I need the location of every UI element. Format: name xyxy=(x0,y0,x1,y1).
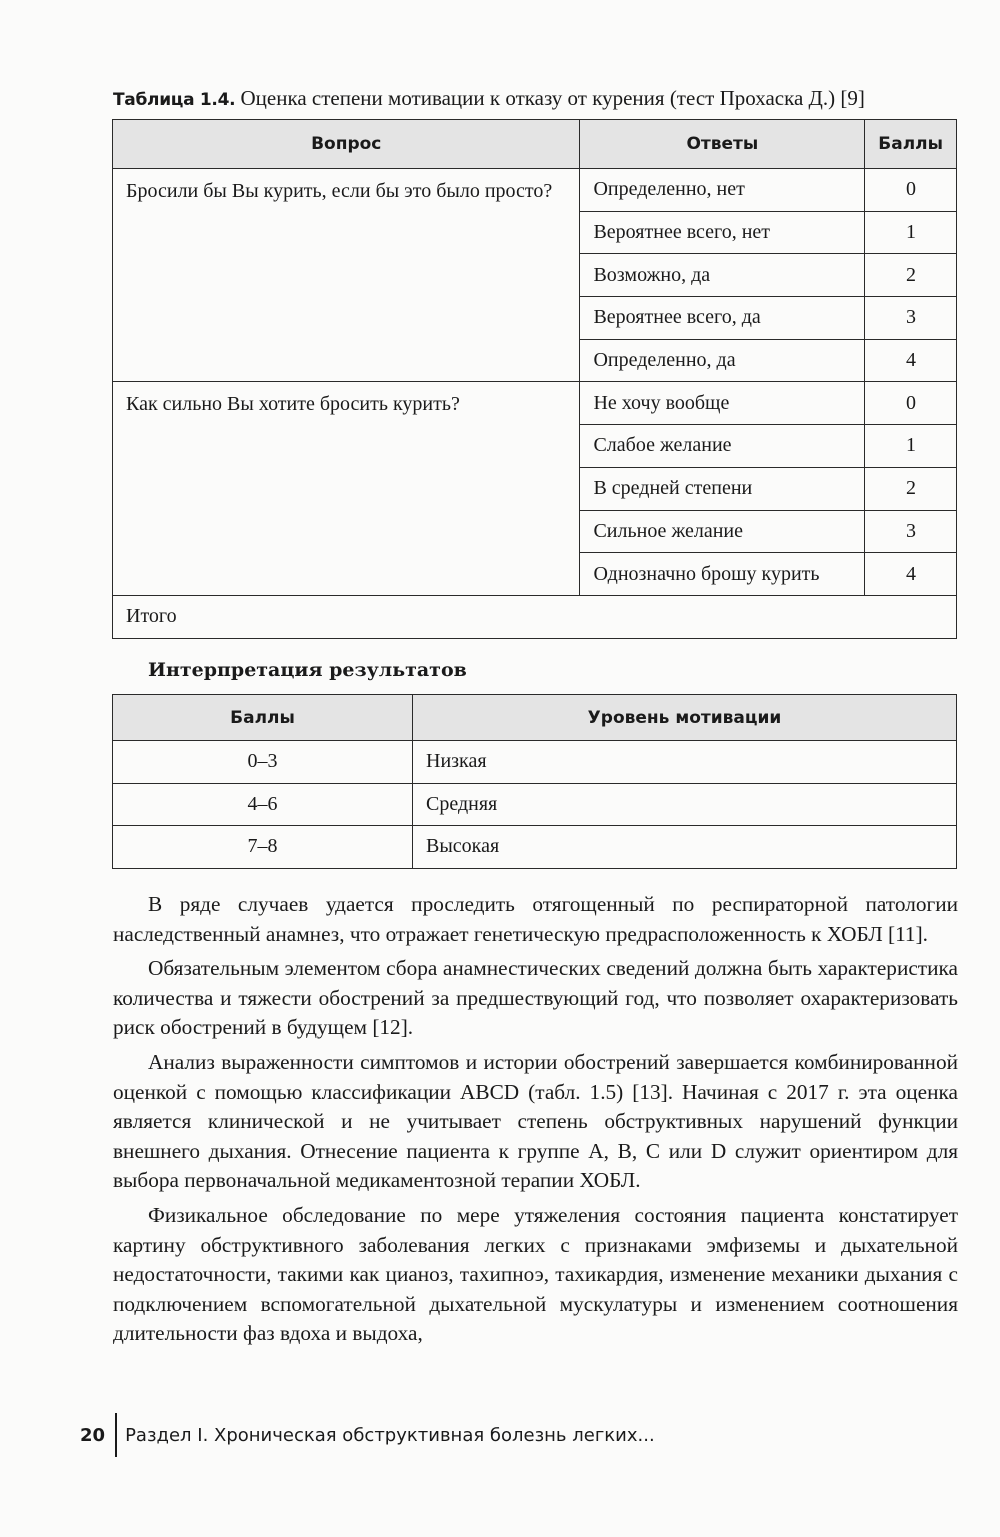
interpretation-table xyxy=(112,694,957,869)
points-cell: 2 xyxy=(865,467,957,510)
level-cell: Средняя xyxy=(413,783,957,826)
table-header-row xyxy=(113,695,957,741)
table-row xyxy=(113,741,957,784)
page-number: 20 xyxy=(80,1424,106,1446)
answer-cell: Сильное желание xyxy=(580,510,865,553)
prochaska-test-table xyxy=(112,119,957,639)
footer-divider xyxy=(115,1413,117,1457)
points-cell: 0 xyxy=(865,169,957,212)
paragraph: Анализ выраженности симптомов и истории обострений завершается комбинированной оценкой с помощью классификации ABCD (табл. 1.5) [13]. Начиная с 2017 г. эта оценка является клинической и не учитывает степень обструктивных нарушений функции внешнего дыхания. Отнесение пациента к группе A, B, C или D служит ориентиром для выбора первоначальной медикаментозной терапии ХОБЛ. xyxy=(113,1049,958,1193)
total-label: Итого xyxy=(113,595,957,638)
header-answers: Ответы xyxy=(580,120,865,169)
table-row xyxy=(113,783,957,826)
paragraph: В ряде случаев удается проследить отягощенный по респираторной патологии наследственный анамнез, что отражает генетическую предрасположенность к ХОБЛ [11]. xyxy=(113,892,958,946)
answer-cell: Вероятнее всего, да xyxy=(580,297,865,340)
section-title: Раздел I. Хроническая обструктивная болезнь легких... xyxy=(125,1424,655,1446)
paragraph: Обязательным элементом сбора анамнестических сведений должна быть характеристика количества и тяжести обострений за предшествующий год, что позволяет охарактеризовать риск обострений в будущем [12]. xyxy=(113,956,958,1040)
points-cell: 3 xyxy=(865,297,957,340)
answer-cell: Слабое желание xyxy=(580,425,865,468)
table-row xyxy=(113,826,957,869)
table-caption xyxy=(113,86,865,111)
answer-cell: Определенно, да xyxy=(580,339,865,382)
table-title: Оценка степени мотивации к отказу от курения (тест Прохаска Д.) [9] xyxy=(235,86,865,110)
table-label: Таблица 1.4. xyxy=(113,90,236,110)
total-row xyxy=(113,595,957,638)
table-header-row xyxy=(113,120,957,169)
interpretation-title: Интерпретация результатов xyxy=(148,659,467,681)
level-cell: Низкая xyxy=(413,741,957,784)
header-motivation-level: Уровень мотивации xyxy=(413,695,957,741)
question-cell: Как сильно Вы хотите бросить курить? xyxy=(113,382,580,595)
question-cell: Бросили бы Вы курить, если бы это было просто? xyxy=(113,169,580,382)
header-question: Вопрос xyxy=(113,120,580,169)
answer-cell: Однозначно брошу курить xyxy=(580,553,865,596)
page-footer xyxy=(80,1413,655,1457)
body-text xyxy=(113,890,958,1349)
points-cell: 1 xyxy=(865,211,957,254)
table-row xyxy=(113,382,957,425)
header-points: Баллы xyxy=(865,120,957,169)
header-points: Баллы xyxy=(113,695,413,741)
answer-cell: Определенно, нет xyxy=(580,169,865,212)
answer-cell: Вероятнее всего, нет xyxy=(580,211,865,254)
answer-cell: Не хочу вообще xyxy=(580,382,865,425)
points-cell: 4 xyxy=(865,339,957,382)
points-cell: 3 xyxy=(865,510,957,553)
points-cell: 0 xyxy=(865,382,957,425)
table-row xyxy=(113,169,957,212)
paragraph: Физикальное обследование по мере утяжеления состояния пациента констатирует картину обструктивного заболевания легких с признаками эмфиземы и дыхательной недостаточности, такими как цианоз, тахипноэ, тахикардия, изменение механики дыхания с подключением вспомогательной дыхательной мускулатуры и изменением соотношения длительности фаз вдоха и выдоха, xyxy=(113,1202,958,1346)
points-cell: 2 xyxy=(865,254,957,297)
level-cell: Высокая xyxy=(413,826,957,869)
answer-cell: В средней степени xyxy=(580,467,865,510)
range-cell: 0–3 xyxy=(113,741,413,784)
points-cell: 4 xyxy=(865,553,957,596)
answer-cell: Возможно, да xyxy=(580,254,865,297)
points-cell: 1 xyxy=(865,425,957,468)
range-cell: 4–6 xyxy=(113,783,413,826)
range-cell: 7–8 xyxy=(113,826,413,869)
